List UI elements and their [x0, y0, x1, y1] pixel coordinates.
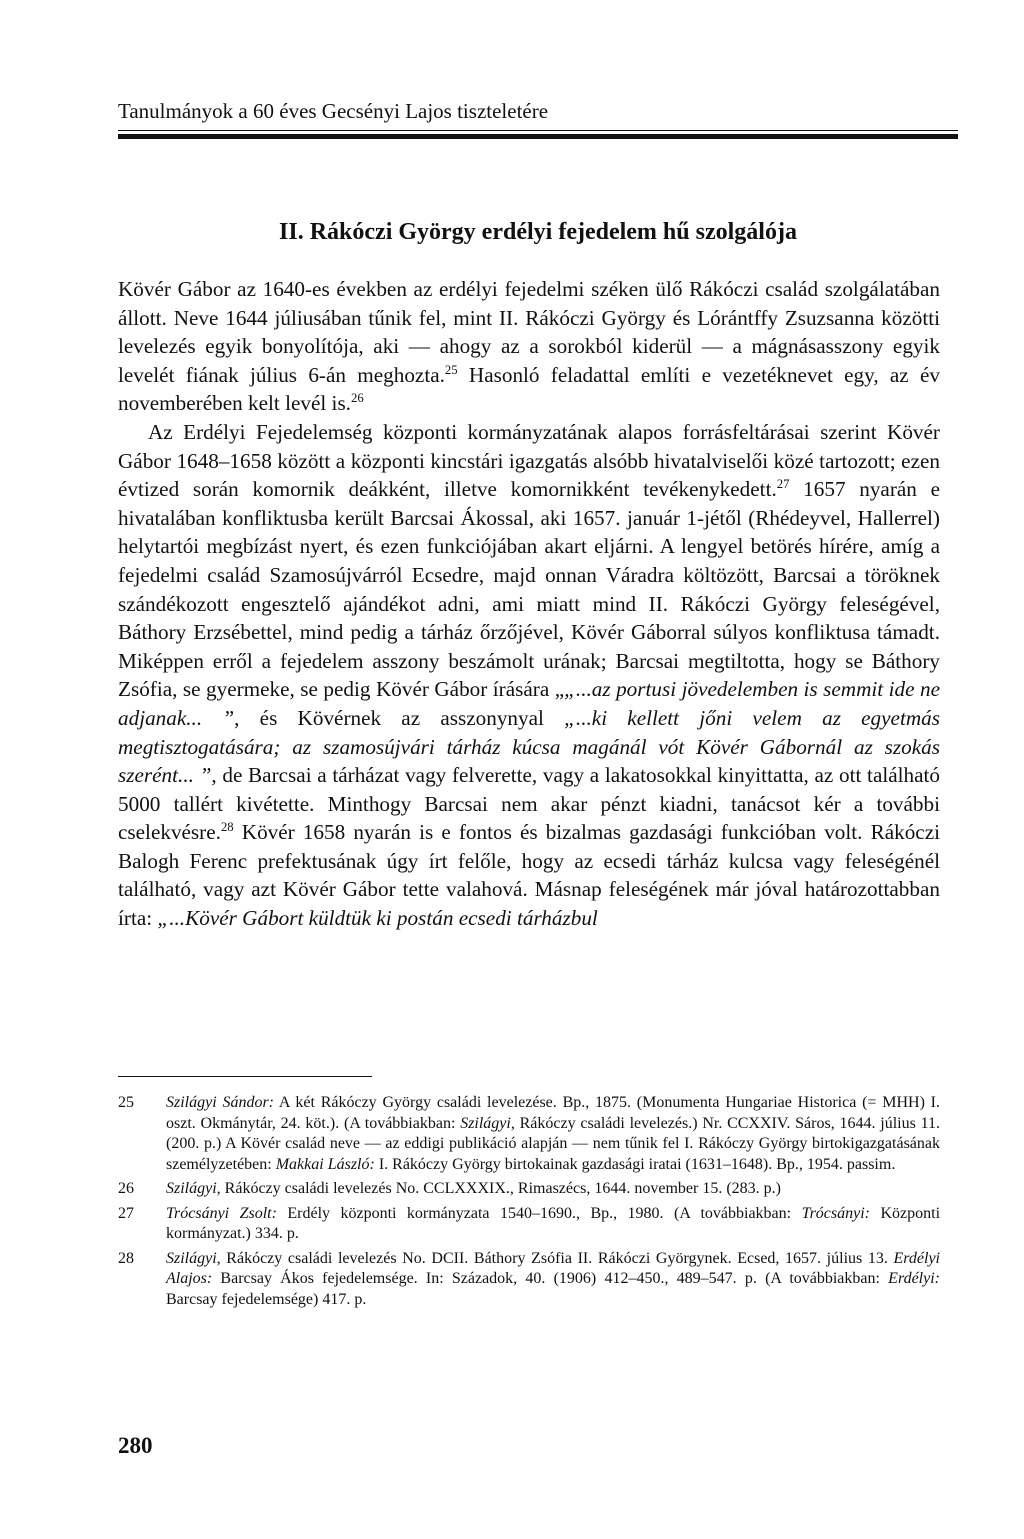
- footnote-segment: Barcsay fejedelemsége) 417. p.: [166, 1290, 367, 1308]
- author-italic: Erdélyi Alajos:: [166, 1249, 940, 1287]
- author-italic: Trócsányi:: [801, 1204, 871, 1222]
- author-italic: Trócsányi Zsolt:: [166, 1204, 277, 1222]
- body-text: Az Erdélyi Fejedelemség központi kormányzatának alapos forrásfeltárásai szerint Kövér Gábor 1648–1658 között a központi kincstári igazgatás alsóbb hivatalviselői közé tartozott; ezen évtized során komornik deákként, illetve komornikként tevékenykedett.: [118, 419, 940, 502]
- footnote-segment: Erdély központi kormányzata 1540–1690., Bp., 1980. (A továbbiakban:: [276, 1204, 802, 1222]
- page-number: 280: [118, 1433, 153, 1458]
- body-text: , de Barcsai a tárházat vagy felverette, vagy a lakatosokkal kinyittatta, az ott található 5000 tallért kivétette. Minthogy Barcsai nem akar pénzt kiadni, tanácsot kér a további cselekvésre.: [118, 763, 941, 845]
- footnote-number: 27: [118, 1204, 134, 1222]
- footnote-text: [166, 1204, 940, 1245]
- footnote-number: 25: [118, 1094, 134, 1111]
- footnote: [118, 1204, 940, 1245]
- footnote-segment: I. Rákóczy György birtokainak gazdasági iratai (1631–1648). Bp., 1954. passim.: [374, 1155, 896, 1173]
- author-italic: Szilágyi,: [460, 1114, 515, 1132]
- author-italic: Szilágyi,: [166, 1249, 221, 1267]
- quote-italic: „...az portusi jövedelemben is semmit ide ne adjanak... ”: [118, 677, 940, 730]
- author-italic: Szilágyi Sándor:: [166, 1094, 275, 1111]
- footnote-segment: Barcsay Ákos fejedelemsége. In: Századok, 40. (1906) 412–450., 489–547. p. (A továbbiakban:: [212, 1270, 889, 1287]
- footnote-number: 28: [118, 1249, 134, 1267]
- footnote-text: [166, 1249, 940, 1311]
- body-text: Hasonló feladattal említi e vezetéknevet egy, az év novemberében kelt levél is.: [118, 362, 940, 416]
- quote-italic: „...ki kellett jőni velem az egyetmás megtisztogatására; az szamosújvári tárház kúcsa magánál vót Kövér Gábornál az szokás szerént... ”: [118, 705, 940, 788]
- footnote-segment: Rákóczy családi levelezés No. CCLXXXIX., Rimaszécs, 1644. november 15. (283. p.): [220, 1180, 781, 1197]
- running-header: Tanulmányok a 60 éves Gecsényi Lajos tiszteletére: [118, 99, 549, 123]
- footnote-ref-27[interactable]: 27: [776, 477, 790, 492]
- author-italic: Szilágyi,: [166, 1180, 221, 1197]
- footnote-segment: Rákóczy családi levelezés.) Nr. CCXXIV. Sáros, 1644. július 11. (200. p.) A Kövér család neve — az eddigi publikáció alapján — nem tűnik fel I. Rákóczy György birtokigazgatásának személyzetében:: [166, 1114, 940, 1173]
- body-text: Kövér Gábor az 1640-es években az erdélyi fejedelmi széken ülő Rákóczi család szolgálatában állott. Neve 1644 júliusában tűnik fel, mint II. Rákóczi György és Lórántffy Zsuzsanna közötti levelezés egyik bonyolítója, aki — ahogy az a sorokból kiderül — a mágnásasszony egyik levelét fiának július 6-án meghozta.: [118, 277, 940, 387]
- quote-italic: „...Kövér Gábort küldtük ki postán ecsedi tárházbul: [157, 906, 598, 931]
- author-italic: Erdélyi:: [888, 1270, 940, 1287]
- footnote: [118, 1179, 940, 1200]
- footnote-separator: [118, 1076, 372, 1077]
- body-paragraph-1: [118, 275, 940, 418]
- header-rule-thin: [118, 130, 958, 131]
- footnote: [118, 1093, 940, 1175]
- footnotes: [118, 1093, 940, 1314]
- footnote: [118, 1249, 940, 1311]
- footnote-segment: A két Rákóczy György családi levelezése. Bp., 1875. (Monumenta Hungariae Historica (= MHH) I. oszt. Okmánytár, 24. köt.). (A továbbiakban:: [166, 1094, 941, 1132]
- body-text: 1657 nyarán e hivatalában konfliktusba került Barcsai Ákossal, aki 1657. január 1-jétől (Rhédeyvel, Hallerrel) helytartói megbízást nyert, és ezen funkciójában akart eljárni. A lengyel betörés hírére, amíg a fejedelmi család Szamosújvárról Ecsedre, majd onnan Váradra költözött, Barcsai a töröknek szándékozott engesztelő ajándékot adni, ami miatt mind II. Rákóczi György feleségével, Báthory Erzsébettel, mind pedig a tárház őrzőjével, Kövér Gáborral súlyos konfliktusa támadt. Miképpen erről a fejedelem asszony beszámolt urának; Barcsai megtiltotta, hogy se Báthory Zsófia, se gyermeke, se pedig Kövér Gábor írására „: [118, 477, 940, 702]
- body-text: Kövér 1658 nyarán is e fontos és bizalmas gazdasági funkcióban volt. Rákóczi Balogh Ferenc prefektusának úgy írt felőle, hogy az ecsedi tárház kulcsa vagy feleségénél található, vagy azt Kövér Gábor tette valahová. Másnap feleségének már jóval határozottabban írta:: [118, 820, 940, 931]
- footnote-segment: Rákóczy családi levelezés No. DCII. Báthory Zsófia II. Rákóczi Györgynek. Ecsed, 1657. július 13.: [220, 1249, 894, 1267]
- header-rule-thick: [118, 134, 958, 139]
- footnote-ref-26[interactable]: 26: [350, 391, 364, 406]
- footnote-ref-25[interactable]: 25: [444, 362, 458, 377]
- footnote-segment: Központi kormányzat.) 334. p.: [166, 1204, 941, 1242]
- footnote-number: 26: [118, 1180, 134, 1197]
- body-paragraph-2: [118, 418, 940, 933]
- footnote-text: [166, 1179, 940, 1200]
- author-italic: Makkai László:: [275, 1155, 375, 1173]
- footnote-text: [166, 1093, 940, 1175]
- body-text: , és Kövérnek az asszonynyal: [234, 705, 565, 730]
- main-body: [118, 275, 940, 933]
- section-title: II. Rákóczi György erdélyi fejedelem hű szolgálója: [279, 219, 797, 245]
- footnote-ref-28[interactable]: 28: [220, 820, 234, 835]
